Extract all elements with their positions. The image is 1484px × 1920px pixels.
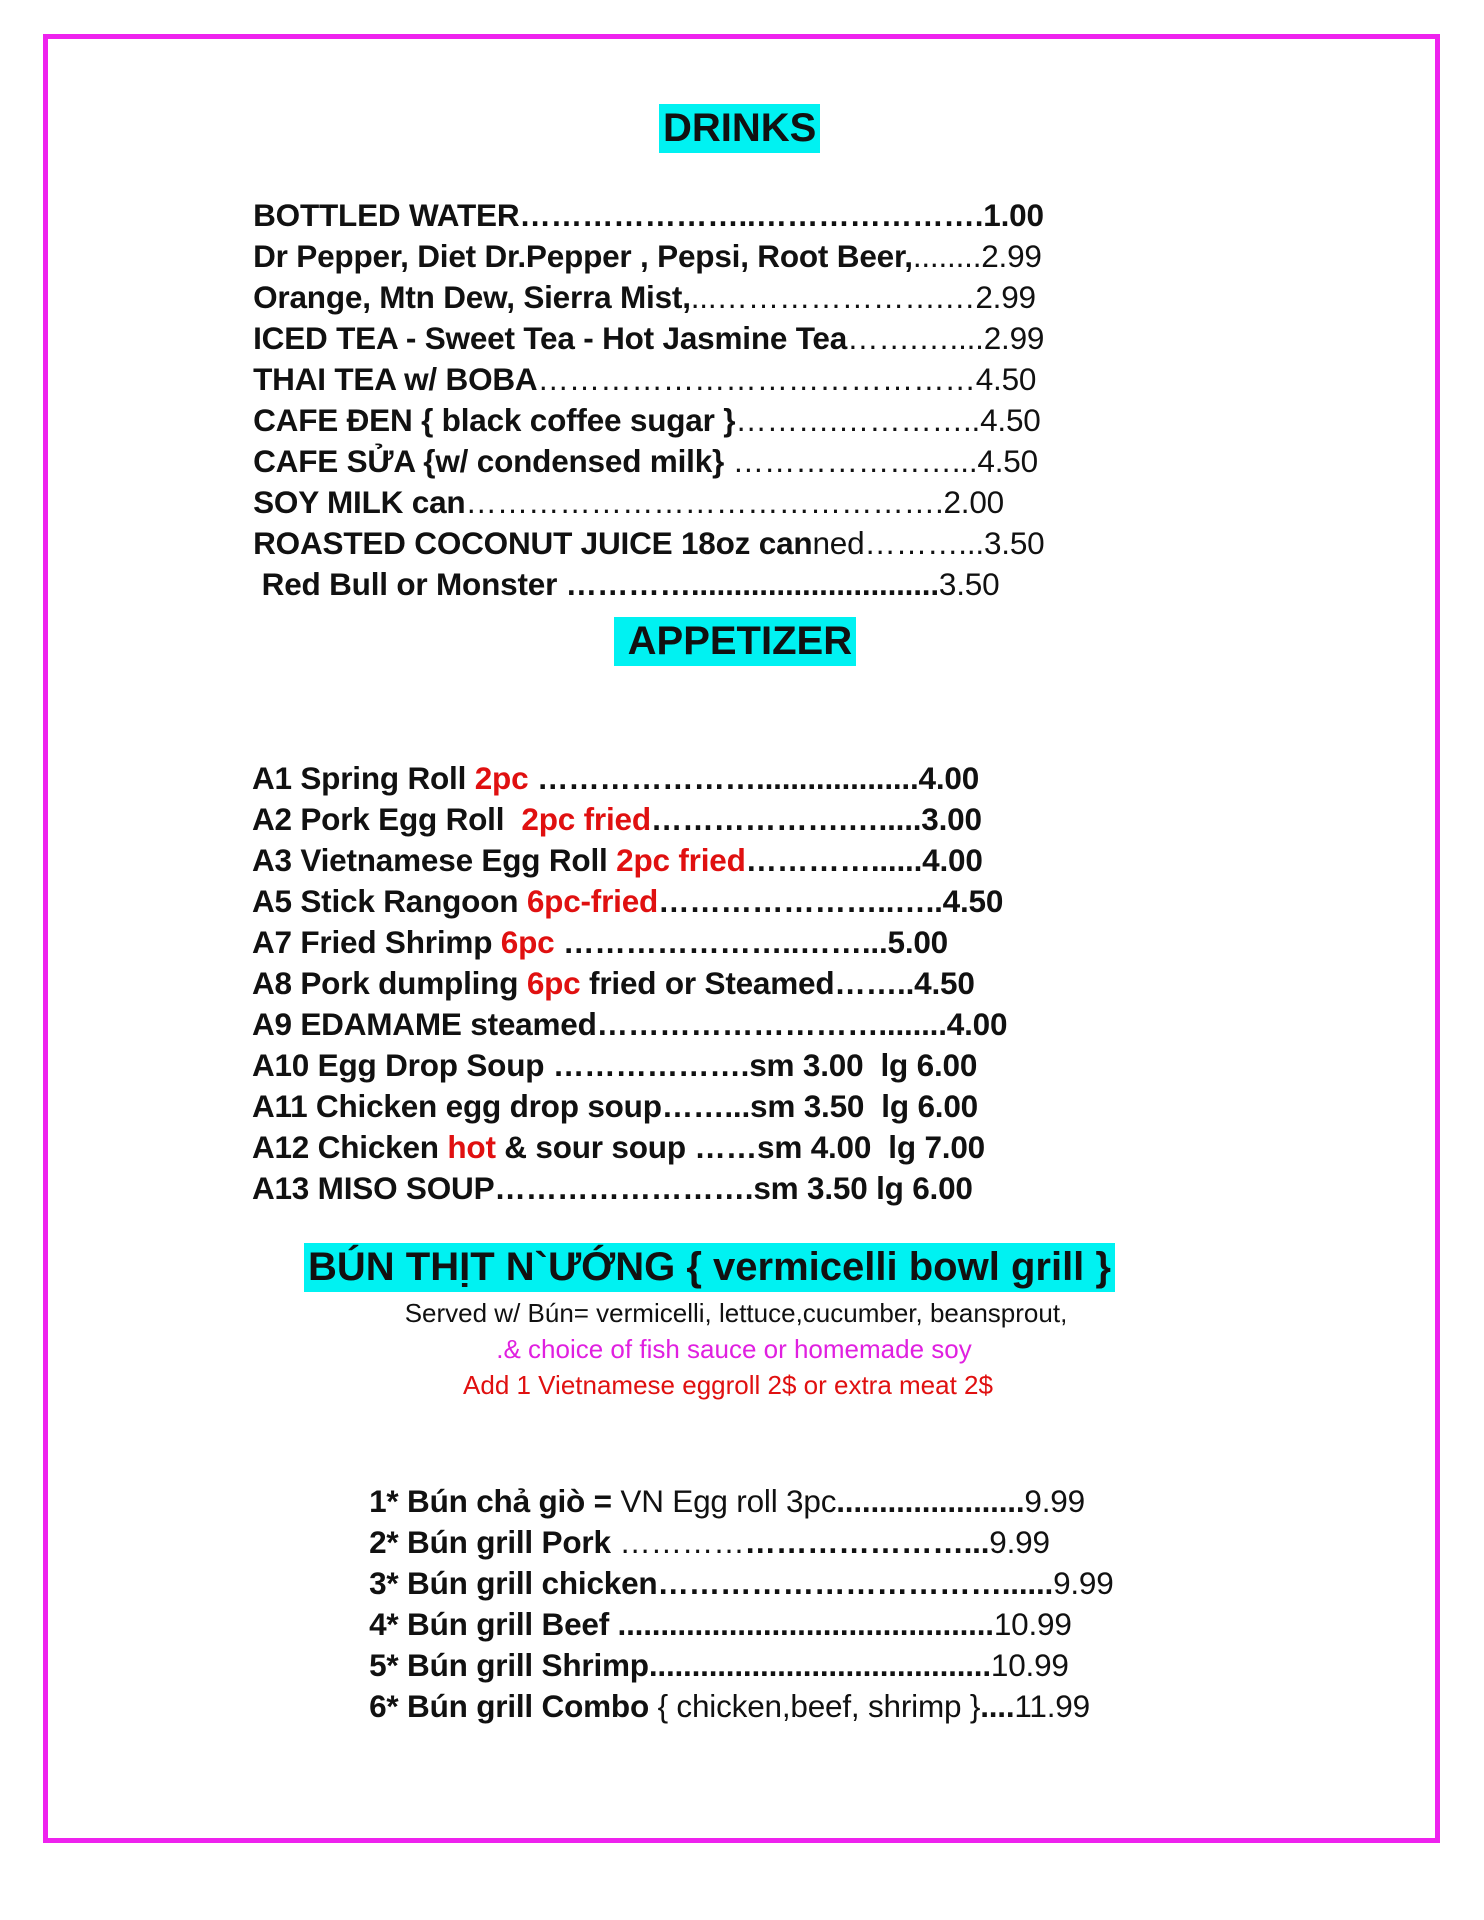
drink-price: ned………...3.50	[812, 525, 1045, 561]
appetizer-heading: APPETIZER	[614, 617, 856, 666]
appetizer-item: A13 MISO SOUP…………………….sm 3.50 lg 6.00	[251, 1170, 973, 1206]
portion-note: 6pc-fried	[526, 883, 659, 919]
drink-name: THAI TEA w/ BOBA	[253, 361, 538, 397]
bun-price: 9.99	[1053, 1565, 1114, 1601]
drink-item	[236, 529, 999, 603]
appetizer-item: A2 Pork Egg Roll 2pc fried……………….….....3.00	[251, 801, 982, 837]
drink-price: ……………………………………4.50	[537, 361, 1037, 397]
served-with-note: Served w/ Bún= vermicelli, lettuce,cucumber, beansprout,	[404, 1298, 1068, 1328]
drink-name: ROASTED COCONUT JUICE 18oz can	[253, 525, 813, 561]
appetizer-item: A12 Chicken hot & sour soup ……sm 4.00 lg 7.00	[251, 1129, 985, 1165]
appetizer-item: A8 Pork dumpling 6pc fried or Steamed……..4.50	[251, 965, 975, 1001]
drink-name: Orange, Mtn Dew, Sierra Mist,	[253, 279, 691, 315]
drink-name: Red Bull or Monster ………….............................	[253, 566, 939, 602]
bun-heading: BÚN THỊT N`ƯỚNG { vermicelli bowl grill }	[304, 1243, 1115, 1292]
drinks-heading: DRINKS	[659, 104, 820, 153]
appetizer-item: A7 Fried Shrimp 6pc …………………..……...5.00	[251, 924, 949, 960]
portion-note: 6pc	[526, 965, 581, 1001]
drink-price: ……….…………..4.50	[735, 402, 1041, 438]
add-on-note: Add 1 Vietnamese eggroll 2$ or extra meat 2$	[463, 1370, 993, 1400]
appetizer-item: A11 Chicken egg drop soup……...sm 3.50 lg 6.00	[251, 1088, 978, 1124]
bun-price: 10.99	[993, 1606, 1072, 1642]
bun-item: 5* Bún grill Shrimp........................................10.99	[369, 1647, 1069, 1683]
bun-item: 2* Bún grill Pork ……………………………...9.99	[369, 1524, 1050, 1560]
portion-note: 2pc fried	[616, 842, 746, 878]
drink-price: …….…....2.99	[847, 320, 1045, 356]
bun-item: 1* Bún chả giò = VN Egg roll 3pc......................9.99	[369, 1483, 1085, 1519]
appetizer-item: A3 Vietnamese Egg Roll 2pc fried…………......4.00	[251, 842, 983, 878]
portion-note: 2pc	[474, 760, 529, 796]
sauce-choice-note: .& choice of fish sauce or homemade soy	[496, 1334, 972, 1364]
drink-name: CAFE SỬA {w/ condensed milk}	[253, 443, 725, 479]
bun-price: 10.99	[990, 1647, 1069, 1683]
bun-price: 11.99	[1014, 1688, 1090, 1724]
drink-name: SOY MILK can	[253, 484, 466, 520]
drink-name: Dr Pepper, Diet Dr.Pepper , Pepsi, Root Beer,	[253, 238, 913, 274]
bun-item: 4* Bún grill Beef ............................................10.99	[369, 1606, 1072, 1642]
drink-price: ……………………………………….2.00	[465, 484, 1004, 520]
bun-price: 9.99	[989, 1524, 1050, 1560]
bun-item: 6* Bún grill Combo { chicken,beef, shrimp }....11.99	[369, 1688, 1090, 1724]
drink-name: ICED TEA - Sweet Tea - Hot Jasmine Tea	[253, 320, 848, 356]
portion-note: 2pc fried	[521, 801, 651, 837]
appetizer-item: A10 Egg Drop Soup ……………….sm 3.00 lg 6.00	[251, 1047, 978, 1083]
drink-price: ...………………….…2.99	[690, 279, 1036, 315]
portion-note: 6pc	[500, 924, 555, 960]
drink-price: 3.50	[938, 566, 1000, 602]
drink-name: BOTTLED WATER…………………..………………….1.00	[253, 197, 1044, 233]
bun-price: 9.99	[1024, 1483, 1085, 1519]
drink-name: CAFE ĐEN { black coffee sugar }	[253, 402, 736, 438]
appetizer-item: A5 Stick Rangoon 6pc-fried…………………..…..4.50	[251, 883, 1004, 919]
appetizer-item: A1 Spring Roll 2pc …………………...................4.00	[251, 760, 980, 796]
appetizer-item: A9 EDAMAME steamed………………………........4.00	[251, 1006, 1008, 1042]
portion-note: hot	[447, 1129, 496, 1165]
bun-item: 3* Bún grill chicken……………………………......9.99	[369, 1565, 1114, 1601]
drink-price: …………………...4.50	[724, 443, 1038, 479]
drink-price: ........2.99	[912, 238, 1042, 274]
